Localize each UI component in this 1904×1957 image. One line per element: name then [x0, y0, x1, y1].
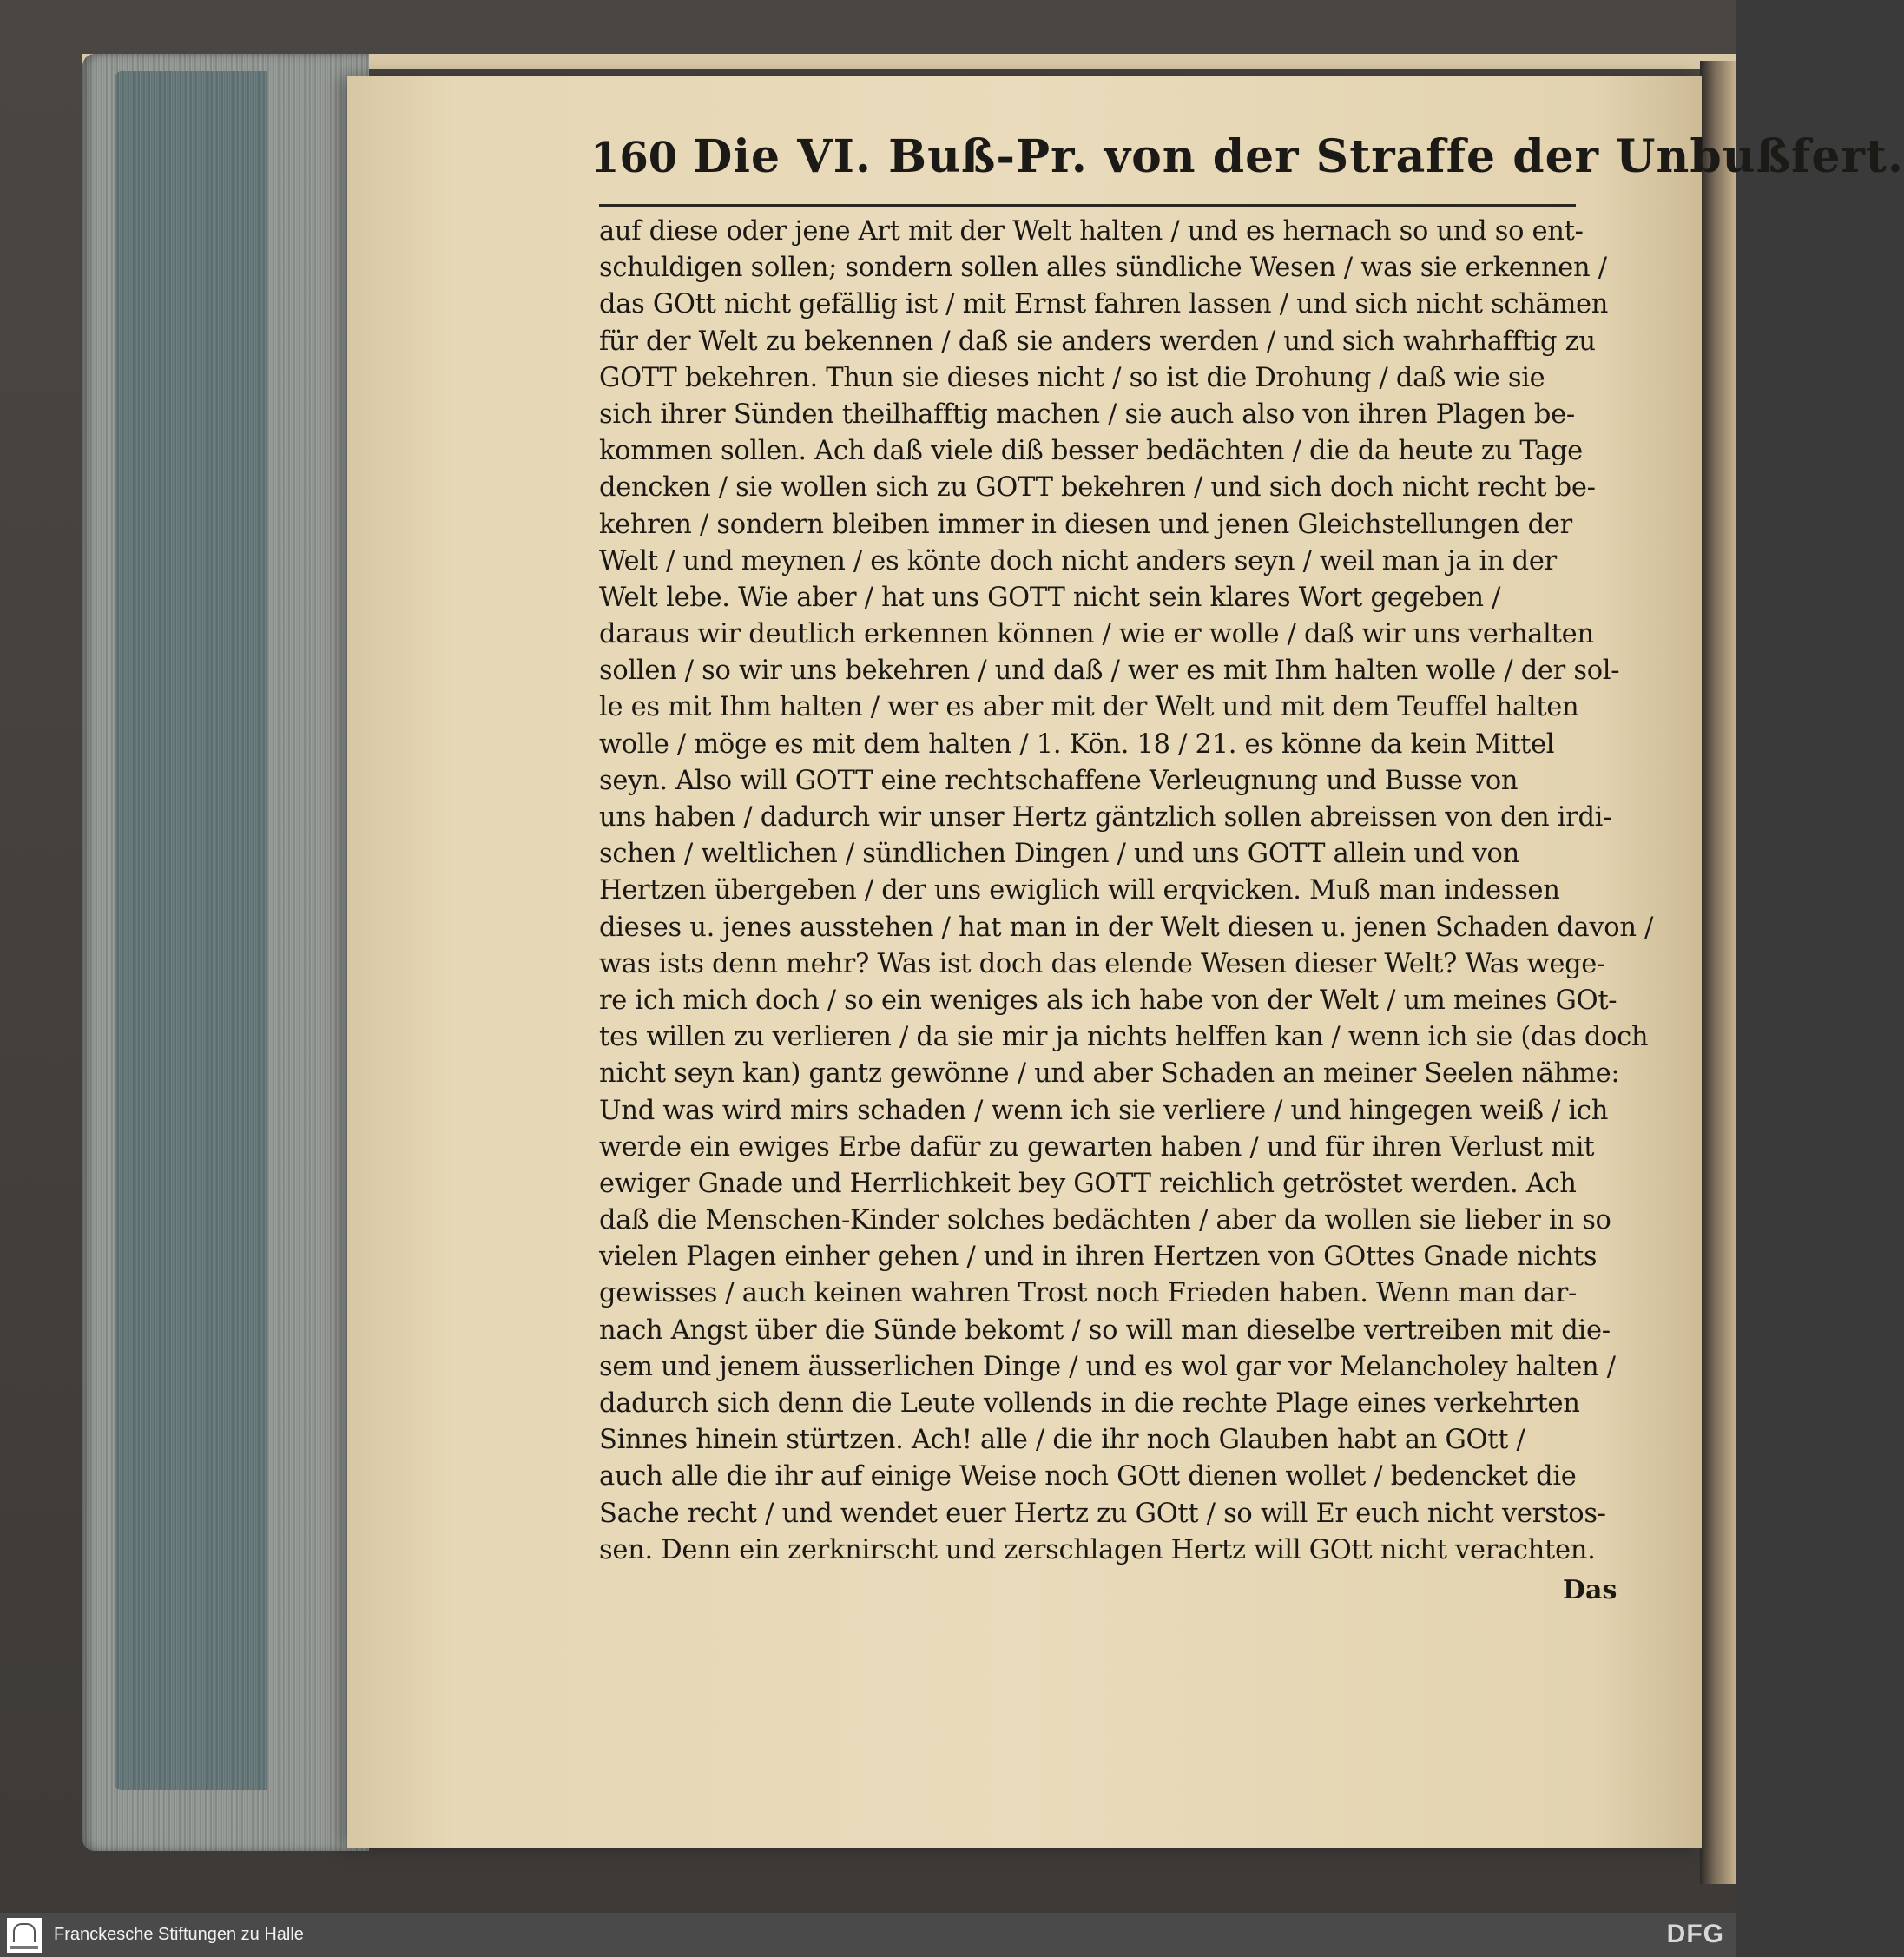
book-page-block-inner [115, 71, 267, 1790]
text-line: gewisses / auch keinen wahren Trost noch Frieden haben. Wenn man dar- [599, 1278, 1578, 1309]
text-line: wolle / möge es mit dem halten / 1. Kön. 18 / 21. es könne da kein Mittel [599, 728, 1555, 760]
text-line: daß die Menschen-Kinder solches bedächten / aber da wollen sie lieber in so [599, 1205, 1611, 1236]
text-line: Und was wird mirs schaden / wenn ich sie verliere / und hingegen weiß / ich [599, 1095, 1609, 1126]
text-line: das GOtt nicht gefällig ist / mit Ernst fahren lassen / und sich nicht schämen [599, 289, 1609, 320]
text-line: Hertzen übergeben / der uns ewiglich will erqvicken. Muß man indessen [599, 875, 1560, 906]
text-line: daraus wir deutlich erkennen können / wie er wolle / daß wir uns verhalten [599, 619, 1594, 650]
text-line: auch alle die ihr auf einige Weise noch GOtt dienen wollet / bedencket die [599, 1461, 1577, 1492]
viewer-footer [0, 1913, 1736, 1957]
text-line: vielen Plagen einher gehen / und in ihren Hertzen von GOttes Gnade nichts [599, 1242, 1598, 1273]
text-line: GOTT bekehren. Thun sie dieses nicht / so ist die Drohung / daß wie sie [599, 362, 1545, 393]
page-number: 160 [590, 134, 678, 182]
running-title: Die VI. Buß-Pr. von der Straffe der Unbußfert. [693, 130, 1904, 183]
text-line: nach Angst über die Sünde bekomt / so will man dieselbe vertreiben mit die- [599, 1315, 1611, 1346]
text-line: seyn. Also will GOTT eine rechtschaffene Verleugnung und Busse von [599, 765, 1519, 796]
text-line: dencken / sie wollen sich zu GOTT bekehren / und sich doch nicht recht be- [599, 472, 1596, 504]
text-line: auf diese oder jene Art mit der Welt halten / und es hernach so und so ent- [599, 216, 1584, 247]
text-line: dieses u. jenes ausstehen / hat man in der Welt diesen u. jenen Schaden davon / [599, 912, 1654, 943]
page-header [590, 130, 1904, 200]
institution-name: Franckesche Stiftungen zu Halle [54, 1925, 304, 1944]
text-line: Sache recht / und wendet euer Hertz zu GOtt / so will Er euch nicht verstos- [599, 1498, 1606, 1529]
text-line: kommen sollen. Ach daß viele diß besser bedächten / die da heute zu Tage [599, 436, 1583, 467]
text-line: dadurch sich denn die Leute vollends in die rechte Plage eines verkehrten [599, 1388, 1580, 1419]
text-line: nicht seyn kan) gantz gewönne / und aber Schaden an meiner Seelen nähme: [599, 1058, 1620, 1090]
text-line: Sinnes hinein stürtzen. Ach! alle / die ihr noch Glauben habt an GOtt / [599, 1425, 1525, 1456]
text-line: kehren / sondern bleiben immer in diesen und jenen Gleichstellungen der [599, 509, 1572, 540]
text-line: tes willen zu verlieren / da sie mir ja nichts helffen kan / wenn ich sie (das doch [599, 1022, 1649, 1053]
text-line: sen. Denn ein zerknirscht und zerschlagen Hertz will GOtt nicht verachten. [599, 1534, 1596, 1565]
text-line: sich ihrer Sünden theilhafftig machen / sie auch also von ihren Plagen be- [599, 399, 1575, 430]
text-line: Welt / und meynen / es könte doch nicht anders seyn / weil man ja in der [599, 545, 1557, 577]
facing-page-edge [1700, 61, 1736, 1884]
text-line: ewiger Gnade und Herrlichkeit bey GOTT reichlich getröstet werden. Ach [599, 1168, 1577, 1199]
text-line: Welt lebe. Wie aber / hat uns GOTT nicht sein klares Wort gegeben / [599, 582, 1501, 613]
institution-logo-icon [7, 1918, 42, 1953]
text-line: le es mit Ihm halten / wer es aber mit der Welt und mit dem Teuffel halten [599, 692, 1579, 723]
text-line: sem und jenem äusserlichen Dinge / und es wol gar vor Melancholey halten / [599, 1351, 1616, 1382]
body-text [599, 214, 1654, 1569]
text-line: re ich mich doch / so ein weniges als ich habe von der Welt / um meines GOt- [599, 985, 1617, 1016]
text-line: sollen / so wir uns bekehren / und daß / wer es mit Ihm halten wolle / der sol- [599, 656, 1620, 687]
text-line: für der Welt zu bekennen / daß sie anders werden / und sich wahrhafftig zu [599, 326, 1596, 357]
text-line: schuldigen sollen; sondern sollen alles sündliche Wesen / was sie erkennen / [599, 253, 1607, 284]
text-line: schen / weltlichen / sündlichen Dingen / und uns GOTT allein und von [599, 839, 1519, 870]
dfg-logo: DFG [1666, 1920, 1724, 1948]
header-rule [599, 204, 1576, 207]
catchword: Das [1563, 1575, 1617, 1605]
text-line: uns haben / dadurch wir unser Hertz gäntzlich sollen abreissen von den irdi- [599, 802, 1612, 833]
text-line: was ists denn mehr? Was ist doch das elende Wesen dieser Welt? Was wege- [599, 948, 1606, 979]
text-line: werde ein ewiges Erbe dafür zu gewarten haben / und für ihren Verlust mit [599, 1131, 1595, 1163]
